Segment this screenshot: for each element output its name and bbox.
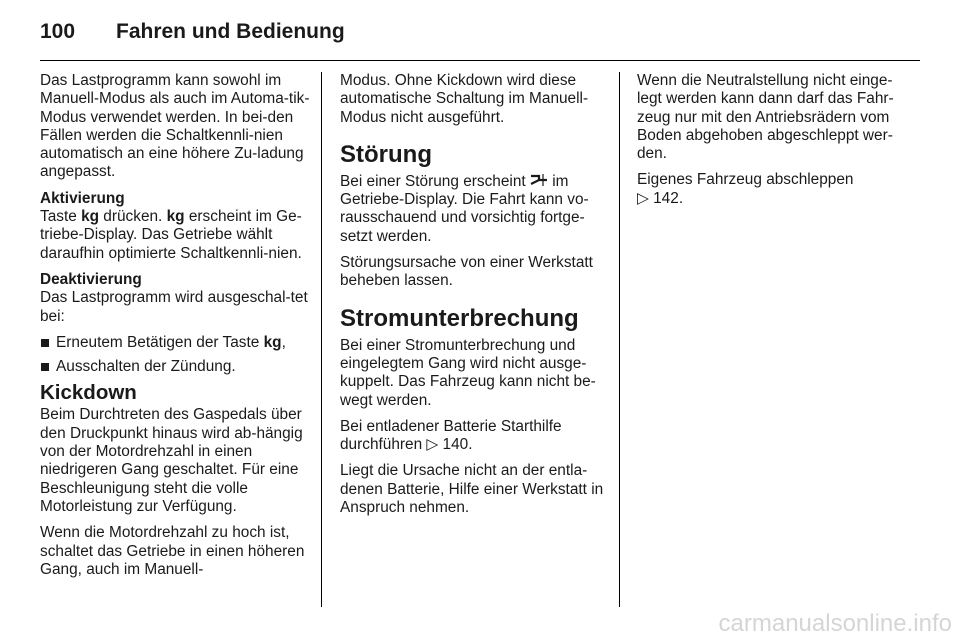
key-kg: kg [166,208,185,226]
gearbox-fault-icon [530,173,548,190]
column-3 [637,72,917,208]
activation-text-3: erscheint im Ge-triebe-Display. Das Getriebe wählt daraufhin optimierte Schaltkennli-nien. [40,208,302,262]
intro-paragraph: Das Lastprogramm kann sowohl im Manuell-Modus als auch im Automa-tik-Modus verwendet werden. In bei-den Fällen werden die Schaltkennli-nien automatisch an eine höhere Zu-ladung angepasst. [40,72,310,181]
kickdown-paragraph-2: Wenn die Motordrehzahl zu hoch ist, schaltet das Getriebe in einen höheren Gang, auch im Manuell- [40,524,305,578]
power-paragraph-2: Bei entladener Batterie Starthilfe durchführen ▷ 140. [340,417,562,454]
page-reference-arrow-icon: ▷ [426,436,439,454]
bullet-text: Erneutem Betätigen der Taste [56,333,264,351]
activation-text-1: Taste [40,208,82,226]
key-kg: kg [81,208,100,226]
fault-paragraph-1 [340,173,612,246]
page-title: Fahren und Bedienung [116,20,345,43]
bullet-item [40,334,312,352]
column-1 [40,72,312,587]
key-kg: kg [263,333,282,351]
power-text: Bei entladener Batterie Starthilfe durchführen [340,417,562,454]
power-paragraph-1: Bei einer Stromunterbrechung und eingelegtem Gang wird nicht ausge-kuppelt. Das Fahrzeug kann nicht be-wegt werden. [340,336,596,409]
activation-text-2: drücken. [99,208,167,226]
column-2 [340,72,612,525]
page-reference-arrow-icon: ▷ [637,189,649,207]
fault-heading: Störung [340,140,432,168]
watermark: carmanualsonline.info [718,610,952,637]
column-divider-1 [321,72,322,607]
deactivation-paragraph: Das Lastprogramm wird ausgeschal-tet bei: [40,289,308,325]
kickdown-heading: Kickdown [40,381,137,405]
header-rule [40,60,920,61]
fault-text-2: im Getriebe-Display. Die Fahrt kann vo-rausschauend und vorsichtig fortge-setzt werden. [340,172,589,245]
fault-paragraph-2: Störungsursache von einer Werkstatt beheben lassen. [340,254,593,290]
continuation-paragraph: Modus. Ohne Kickdown wird diese automatische Schaltung im Manuell-Modus nicht ausgeführt. [340,72,589,126]
page-reference[interactable]: 142 [653,189,679,207]
column-divider-2 [619,72,620,607]
page-header [40,18,920,46]
towing-reference-paragraph: Eigenes Fahrzeug abschleppen ▷ 142. [637,171,854,207]
activation-heading: Aktivierung [40,189,125,207]
kickdown-paragraph-1: Beim Durchtreten des Gaspedals über den Druckpunkt hinaus wird ab-hängig von der Motordrehzahl in einen niedrigeren Gang geschaltet. Für eine Beschleunigung steht die volle Motorleistung zur Verfügung. [40,406,303,515]
page-reference[interactable]: 140 [442,436,469,454]
deactivation-heading: Deaktivierung [40,270,142,288]
page-number: 100 [40,20,76,43]
towing-paragraph: Wenn die Neutralstellung nicht einge-legt werden kann dann darf das Fahr-zeug nur mit den Antriebsrädern vom Boden abgehoben abgeschleppt wer-den. [637,72,894,163]
fault-text-1: Bei einer Störung erscheint [340,172,530,190]
bullet-item: Ausschalten der Zündung. [40,358,312,376]
activation-paragraph [40,208,312,263]
power-heading: Stromunterbrechung [340,304,579,332]
towing-reference-text: Eigenes Fahrzeug abschleppen [637,171,854,189]
power-paragraph-3: Liegt die Ursache nicht an der entla-denen Batterie, Hilfe einer Werkstatt in Anspruch nehmen. [340,462,604,517]
bullet-text-end: , [281,333,286,351]
